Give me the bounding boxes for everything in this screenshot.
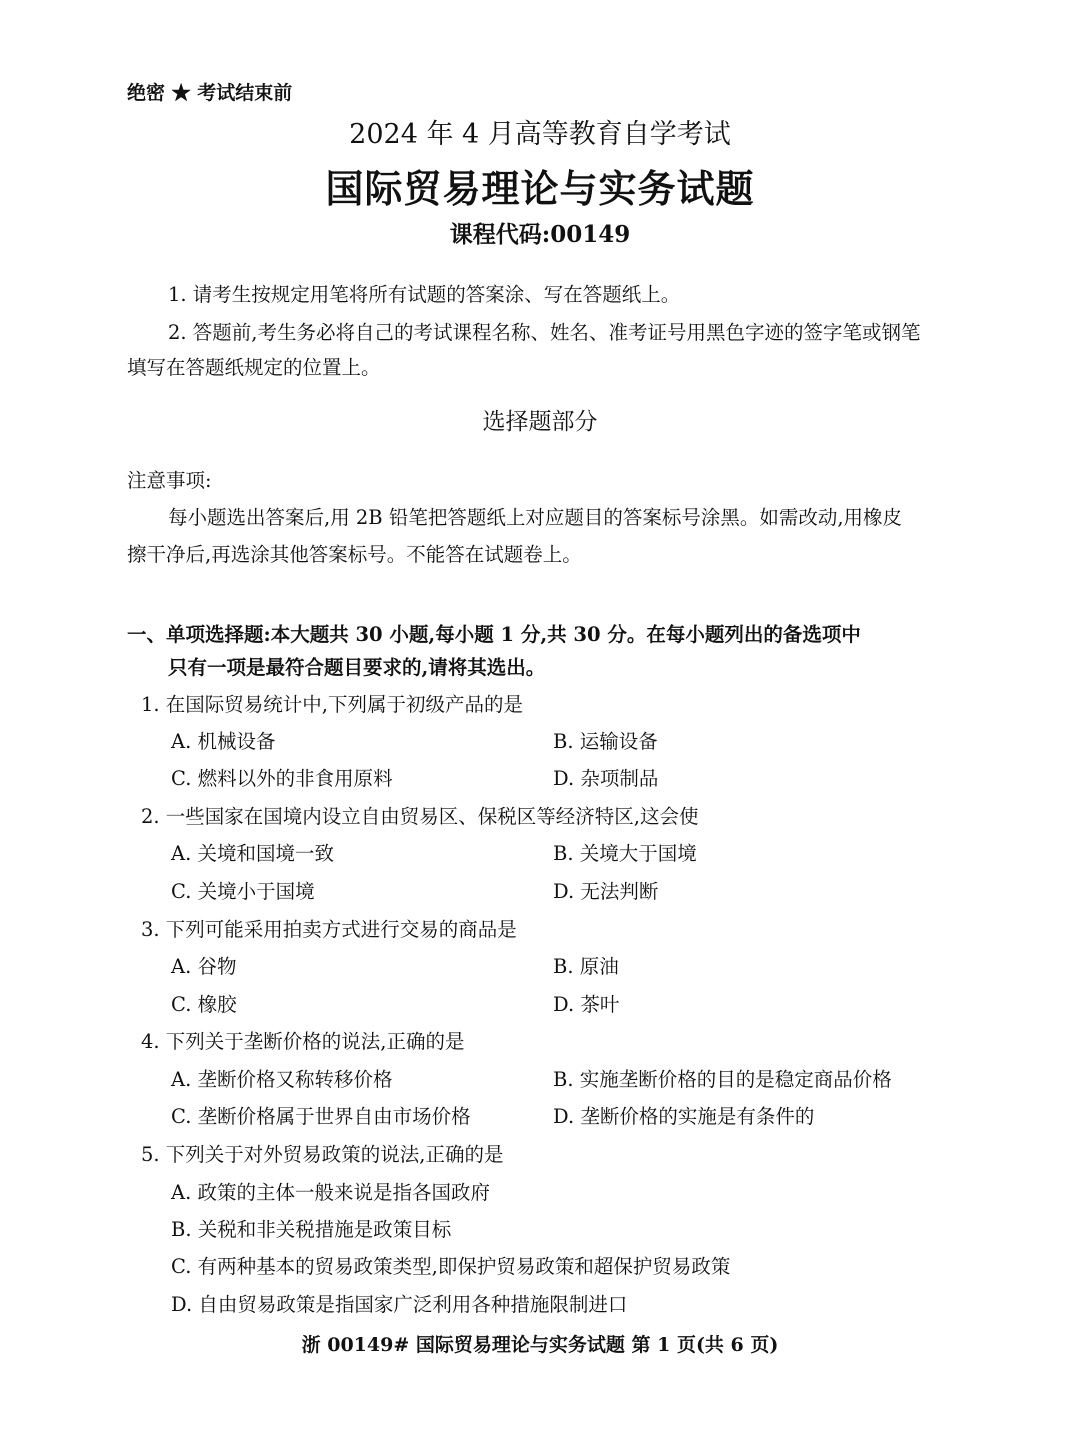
question-5-option-b: B. 关税和非关税措施是政策目标 — [171, 1218, 452, 1241]
notes-label: 注意事项: — [127, 469, 212, 492]
part1-heading-line2: 只有一项是最符合题目要求的,请将其选出。 — [168, 656, 546, 679]
question-3-stem: 3. 下列可能采用拍卖方式进行交易的商品是 — [141, 918, 517, 941]
page-title: 国际贸易理论与实务试题 — [325, 166, 755, 211]
question-1-option-d: D. 杂项制品 — [553, 767, 659, 790]
question-4-option-c: C. 垄断价格属于世界自由市场价格 — [171, 1105, 471, 1128]
question-5-option-a: A. 政策的主体一般来说是指各国政府 — [171, 1181, 490, 1204]
question-4-option-a: A. 垄断价格又称转移价格 — [171, 1068, 393, 1091]
question-2-stem: 2. 一些国家在国境内设立自由贸易区、保税区等经济特区,这会使 — [141, 805, 699, 828]
exam-session-line: 2024 年 4 月高等教育自学考试 — [349, 119, 731, 150]
page-footer: 浙 00149# 国际贸易理论与实务试题 第 1 页(共 6 页) — [301, 1334, 779, 1356]
question-1-option-b: B. 运输设备 — [553, 730, 658, 753]
question-4-option-d: D. 垄断价格的实施是有条件的 — [553, 1105, 815, 1128]
instruction-2-line2: 填写在答题纸规定的位置上。 — [127, 356, 381, 379]
question-4-option-b: B. 实施垄断价格的目的是稳定商品价格 — [553, 1068, 892, 1091]
question-5-stem: 5. 下列关于对外贸易政策的说法,正确的是 — [141, 1143, 504, 1166]
question-1-option-a: A. 机械设备 — [171, 730, 276, 753]
question-2-option-c: C. 关境小于国境 — [171, 880, 315, 903]
question-2-option-b: B. 关境大于国境 — [553, 842, 697, 865]
course-code: 课程代码:00149 — [449, 221, 631, 248]
section-title: 选择题部分 — [482, 409, 598, 435]
question-3-option-c: C. 橡胶 — [171, 993, 237, 1016]
question-4-stem: 4. 下列关于垄断价格的说法,正确的是 — [141, 1030, 465, 1053]
question-3-option-d: D. 茶叶 — [553, 993, 620, 1016]
instruction-2-line1: 2. 答题前,考生务必将自己的考试课程名称、姓名、准考证号用黑色字迹的签字笔或钢笔 — [168, 321, 921, 344]
instruction-1: 1. 请考生按规定用笔将所有试题的答案涂、写在答题纸上。 — [168, 283, 681, 306]
notes-line1: 每小题选出答案后,用 2B 铅笔把答题纸上对应题目的答案标号涂黑。如需改动,用橡皮 — [168, 506, 903, 529]
question-3-option-b: B. 原油 — [553, 955, 619, 978]
question-2-option-d: D. 无法判断 — [553, 880, 659, 903]
question-2-option-a: A. 关境和国境一致 — [171, 842, 334, 865]
question-3-option-a: A. 谷物 — [171, 955, 237, 978]
question-5-option-d: D. 自由贸易政策是指国家广泛利用各种措施限制进口 — [171, 1293, 628, 1316]
question-1-stem: 1. 在国际贸易统计中,下列属于初级产品的是 — [141, 693, 524, 716]
confidential-label: 绝密 ★ 考试结束前 — [127, 82, 293, 104]
notes-line2: 擦干净后,再选涂其他答案标号。不能答在试题卷上。 — [127, 543, 582, 566]
part1-heading-line1: 一、单项选择题:本大题共 30 小题,每小题 1 分,共 30 分。在每小题列出的备选项中 — [127, 623, 861, 646]
question-5-option-c: C. 有两种基本的贸易政策类型,即保护贸易政策和超保护贸易政策 — [171, 1255, 731, 1278]
question-1-option-c: C. 燃料以外的非食用原料 — [171, 767, 393, 790]
